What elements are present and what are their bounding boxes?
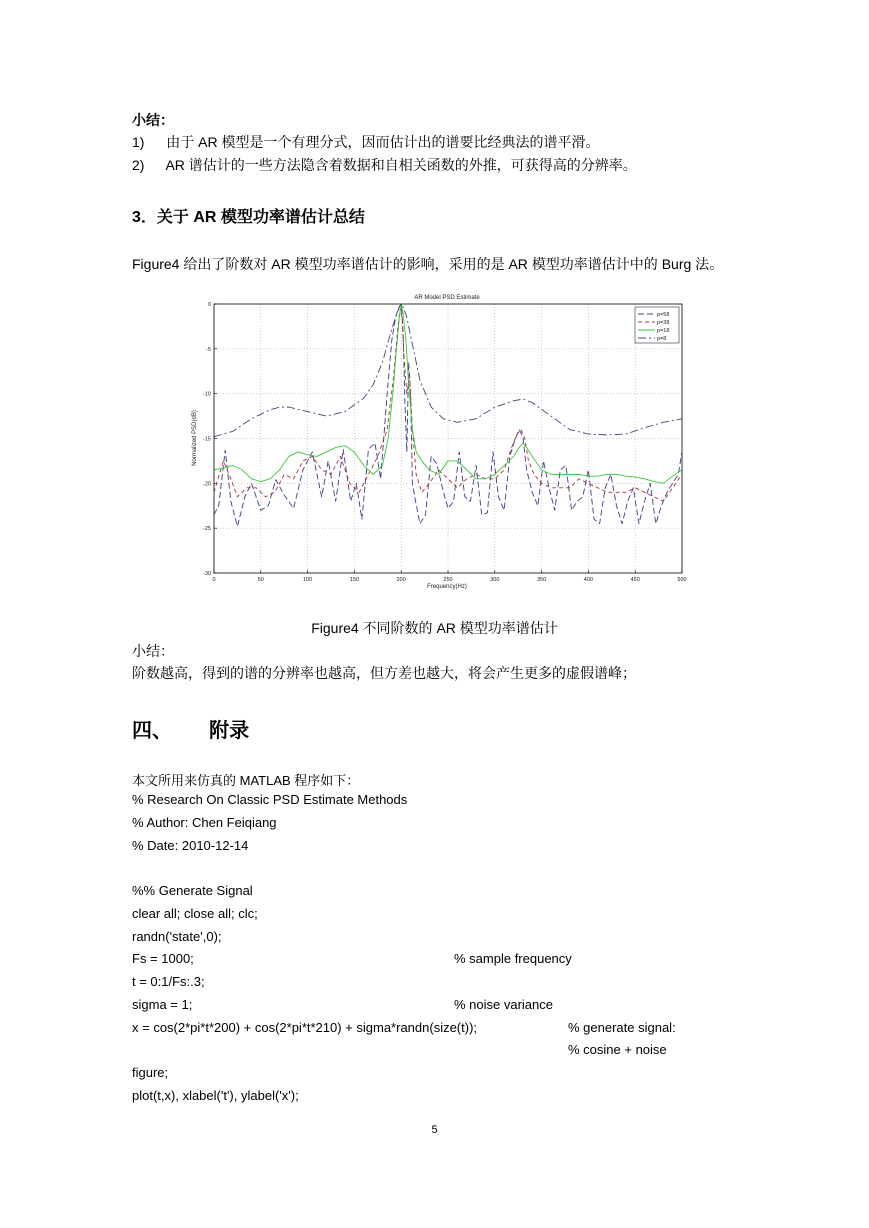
code-line: % Research On Classic PSD Estimate Methods — [132, 792, 408, 807]
x-tick-label: 100 — [303, 577, 313, 583]
y-tick-label: -10 — [203, 391, 211, 398]
appendix-title: 附录 — [209, 720, 250, 742]
code-comment: % generate signal: — [568, 1020, 676, 1035]
chart-title: AR Model PSD Estimate — [414, 295, 480, 301]
code-comment: % cosine + noise — [568, 1042, 667, 1057]
x-tick-label: 200 — [396, 577, 406, 583]
code-intro: 本文所用来仿真的 MATLAB 程序如下： — [132, 773, 360, 788]
code-line: % Date: 2010-12-14 — [132, 838, 249, 853]
summary-heading: 小结： — [132, 112, 174, 128]
x-tick-label: 0 — [212, 577, 216, 583]
code-comment: % sample frequency — [454, 951, 572, 966]
code-comment: % noise variance — [454, 997, 553, 1012]
code-line: Fs = 1000; — [132, 951, 194, 966]
summary2-heading: 小结： — [132, 643, 174, 659]
appendix-number: 四、 — [132, 720, 172, 742]
y-tick-label: 0 — [207, 302, 211, 308]
chart-legend — [635, 307, 679, 343]
code-line: % Author: Chen Feiqiang — [132, 815, 277, 830]
summary-item-text: 由于 AR 模型是一个有理分式，因而估计出的谱要比经典法的谱平滑。 — [166, 134, 600, 150]
summary2-text: 阶数越高，得到的谱的分辨率也越高，但方差也越大，将会产生更多的虚假谱峰； — [132, 665, 636, 681]
x-tick-label: 500 — [677, 577, 687, 583]
psd-chart — [186, 290, 696, 596]
x-tick-label: 350 — [537, 577, 547, 583]
x-tick-label: 300 — [490, 577, 500, 583]
legend-label: p=38 — [657, 320, 670, 326]
code-line: clear all; close all; clc; — [132, 906, 258, 921]
x-tick-label: 250 — [443, 577, 453, 583]
figure-intro-paragraph: Figure4 给出了阶数对 AR 模型功率谱估计的影响，采用的是 AR 模型功率谱估计中的 Burg 法。 — [132, 256, 724, 272]
x-tick-label: 150 — [349, 577, 359, 583]
legend-label: p=18 — [657, 328, 670, 334]
summary-item-text: AR 谱估计的一些方法隐含着数据和自相关函数的外推，可获得高的分辨率。 — [165, 157, 637, 173]
chart-x-axis-label: Frequency(Hz) — [427, 584, 467, 590]
summary-item-1 — [132, 132, 599, 152]
code-line: x = cos(2*pi*t*200) + cos(2*pi*t*210) + sigma*randn(size(t)); — [132, 1020, 478, 1035]
summary-item-number: 2) — [132, 157, 145, 173]
code-line: sigma = 1; — [132, 997, 193, 1012]
summary-item-number: 1) — [132, 134, 145, 150]
appendix-heading — [132, 714, 249, 743]
x-tick-label: 400 — [583, 577, 593, 583]
figure-caption: Figure4 不同阶数的 AR 模型功率谱估计 — [311, 620, 558, 636]
psd-figure — [186, 290, 696, 596]
page-number: 5 — [431, 1124, 438, 1136]
chart-grid — [214, 304, 682, 573]
x-tick-label: 50 — [257, 577, 264, 583]
code-line: randn('state',0); — [132, 929, 222, 944]
y-tick-label: -20 — [203, 481, 211, 488]
y-tick-label: -15 — [203, 436, 211, 443]
code-line: plot(t,x), xlabel('t'), ylabel('x'); — [132, 1088, 299, 1103]
code-line: figure; — [132, 1065, 169, 1080]
y-tick-label: -5 — [206, 346, 211, 353]
y-tick-label: -25 — [203, 526, 211, 533]
legend-label: p=58 — [657, 312, 670, 318]
legend-label: p=8 — [657, 336, 667, 342]
chart-y-axis-label: Normalized PSD(dB) — [192, 410, 198, 466]
code-line: %% Generate Signal — [132, 883, 253, 898]
y-tick-label: -30 — [203, 571, 211, 577]
chart-ticks — [203, 302, 687, 583]
code-line: t = 0:1/Fs:.3; — [132, 974, 205, 989]
section-heading: 3．关于 AR 模型功率谱估计总结 — [132, 209, 365, 226]
summary-item-2 — [132, 155, 637, 175]
x-tick-label: 450 — [630, 577, 640, 583]
